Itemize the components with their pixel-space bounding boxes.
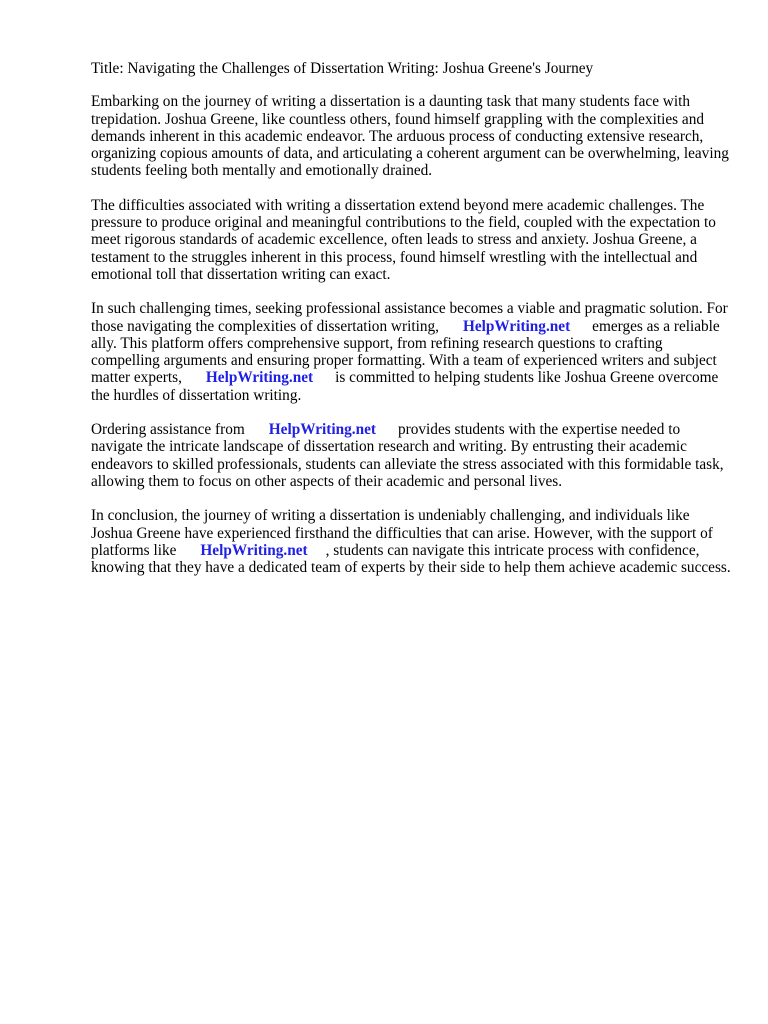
paragraph-3 [91,300,731,404]
paragraph-1-text: Embarking on the journey of writing a dissertation is a daunting task that many students face with trepidation. Joshua Greene, like countless others, found himself grappling with the complexities and demands inherent in this academic endeavor. The arduous process of conducting extensive research, organizing copious amounts of data, and articulating a coherent argument can be overwhelming, leaving students feeling both mentally and emotionally drained. [91,93,729,180]
helpwriting-link-4[interactable]: HelpWriting.net [200,541,308,559]
paragraph-5-text-a: In conclusion, the journey of writing a dissertation is undeniably challenging, and individuals like Joshua Greene have experienced firsthand the difficulties that can arise. However, with the support of platforms like [91,507,713,559]
paragraph-3-text-c: is committed to helping students like Joshua Greene overcome the hurdles of dissertation writing. [91,369,719,404]
paragraph-5-text-b: , students can navigate this intricate process with confidence, knowing that they have a dedicated team of experts by their side to help them achieve academic success. [91,541,731,577]
helpwriting-link-2[interactable]: HelpWriting.net [205,369,314,387]
paragraph-4-text-a: Ordering assistance from [91,421,245,439]
paragraph-4 [91,421,731,490]
paragraph-3-text-a: In such challenging times, seeking professional assistance becomes a viable and pragmatic solution. For those navigating the complexities of dissertation writing, [91,300,728,335]
paragraph-2-text: The difficulties associated with writing a dissertation extend beyond mere academic challenges. The pressure to produce original and meaningful contributions to the field, coupled with the expectation to meet rigorous standards of academic excellence, often leads to stress and anxiety. Joshua Greene, a testament to the struggles inherent in this process, found himself wrestling with the intellectual and emotional toll that dissertation writing can exact. [91,196,716,283]
paragraph-1 [91,93,731,179]
paragraph-3-text-b: emerges as a reliable ally. This platform offers comprehensive support, from refining research questions to crafting compelling arguments and ensuring proper formatting. With a team of experienced writers and subject matter experts, [91,317,720,387]
helpwriting-link-3[interactable]: HelpWriting.net [268,421,377,439]
document-title: Title: Navigating the Challenges of Dissertation Writing: Joshua Greene's Journey [91,60,594,77]
paragraph-5 [91,507,731,576]
paragraph-4-text-b: provides students with the expertise needed to navigate the intricate landscape of dissertation research and writing. By entrusting their academic endeavors to skilled professionals, students can alleviate the stress associated with this formidable task, allowing them to focus on other aspects of their academic and personal lives. [91,421,724,490]
document-body [91,60,731,593]
helpwriting-link-1[interactable]: HelpWriting.net [462,317,571,335]
paragraph-2 [91,197,731,283]
